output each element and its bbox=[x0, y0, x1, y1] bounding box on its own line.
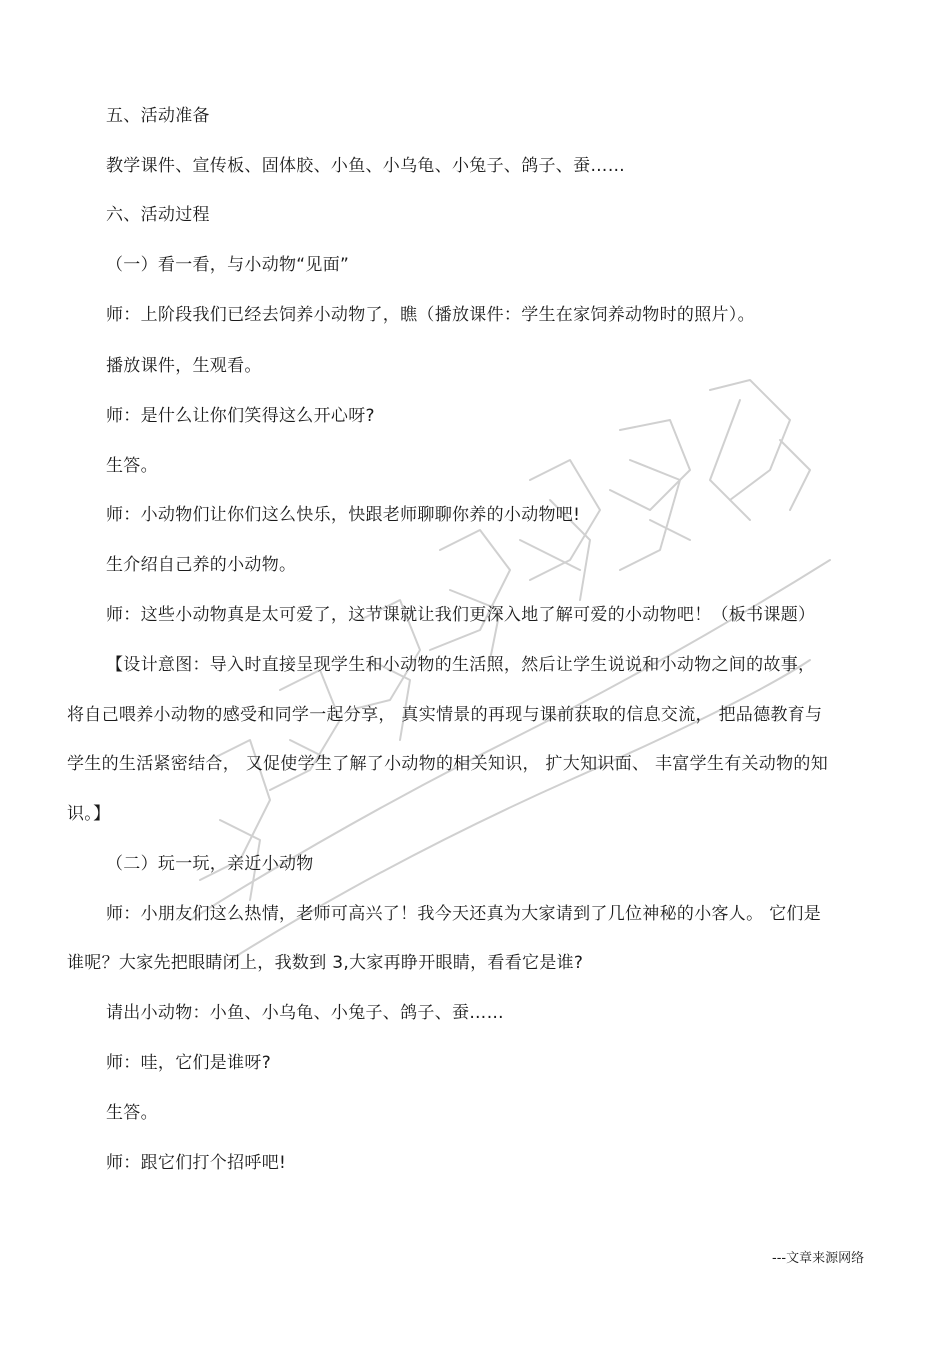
paragraph-line: 请出小动物：小鱼、小乌龟、小兔子、鸽子、蚕…… bbox=[106, 1003, 504, 1023]
paragraph-line: 生介绍自己养的小动物。 bbox=[106, 555, 297, 575]
subsection-heading-play: （二）玩一玩，亲近小动物 bbox=[106, 854, 314, 874]
paragraph-line: 生答。 bbox=[106, 456, 158, 476]
paragraph-line: 师：哇，它们是谁呀? bbox=[106, 1053, 272, 1073]
paragraph-line: 师：小动物们让你们这么快乐，快跟老师聊聊你养的小动物吧! bbox=[106, 505, 581, 525]
paragraph-line: 师：上阶段我们已经去饲养小动物了，瞧（播放课件：学生在家饲养动物时的照片）。 bbox=[106, 305, 755, 325]
paragraph-line: 师：小朋友们这么热情，老师可高兴了！我今天还真为大家请到了几位神秘的小客人。 它们是 bbox=[106, 904, 822, 924]
design-intent-line: 【设计意图：导入时直接呈现学生和小动物的生活照，然后让学生说说和小动物之间的故事， bbox=[106, 655, 816, 675]
paragraph-line: 播放课件，生观看。 bbox=[106, 356, 262, 376]
paragraph-line: 师：是什么让你们笑得这么开心呀? bbox=[106, 406, 375, 426]
paragraph-line: 谁呢？大家先把眼睛闭上，我数到 3,大家再睁开眼睛，看看它是谁? bbox=[67, 953, 584, 973]
source-footer: ---文章来源网络 bbox=[772, 1251, 865, 1266]
paragraph-line: 师：跟它们打个招呼吧! bbox=[106, 1153, 287, 1173]
design-intent-line: 学生的生活紧密结合， 又促使学生了解了小动物的相关知识， 扩大知识面、 丰富学生有关动物的知 bbox=[67, 754, 829, 774]
design-intent-line: 识。】 bbox=[67, 804, 111, 824]
section-heading-preparation: 五、活动准备 bbox=[106, 106, 210, 126]
subsection-heading-look: （一）看一看，与小动物“见面” bbox=[106, 255, 350, 275]
paragraph-line: 生答。 bbox=[106, 1103, 158, 1123]
section-heading-process: 六、活动过程 bbox=[106, 205, 210, 225]
design-intent-line: 将自己喂养小动物的感受和同学一起分享， 真实情景的再现与课前获取的信息交流， 把品德教育与 bbox=[67, 705, 823, 725]
preparation-materials: 教学课件、宣传板、固体胶、小鱼、小乌龟、小兔子、鸽子、蚕…… bbox=[106, 156, 625, 176]
paragraph-line: 师：这些小动物真是太可爱了，这节课就让我们更深入地了解可爱的小动物吧！（板书课题） bbox=[106, 605, 816, 625]
